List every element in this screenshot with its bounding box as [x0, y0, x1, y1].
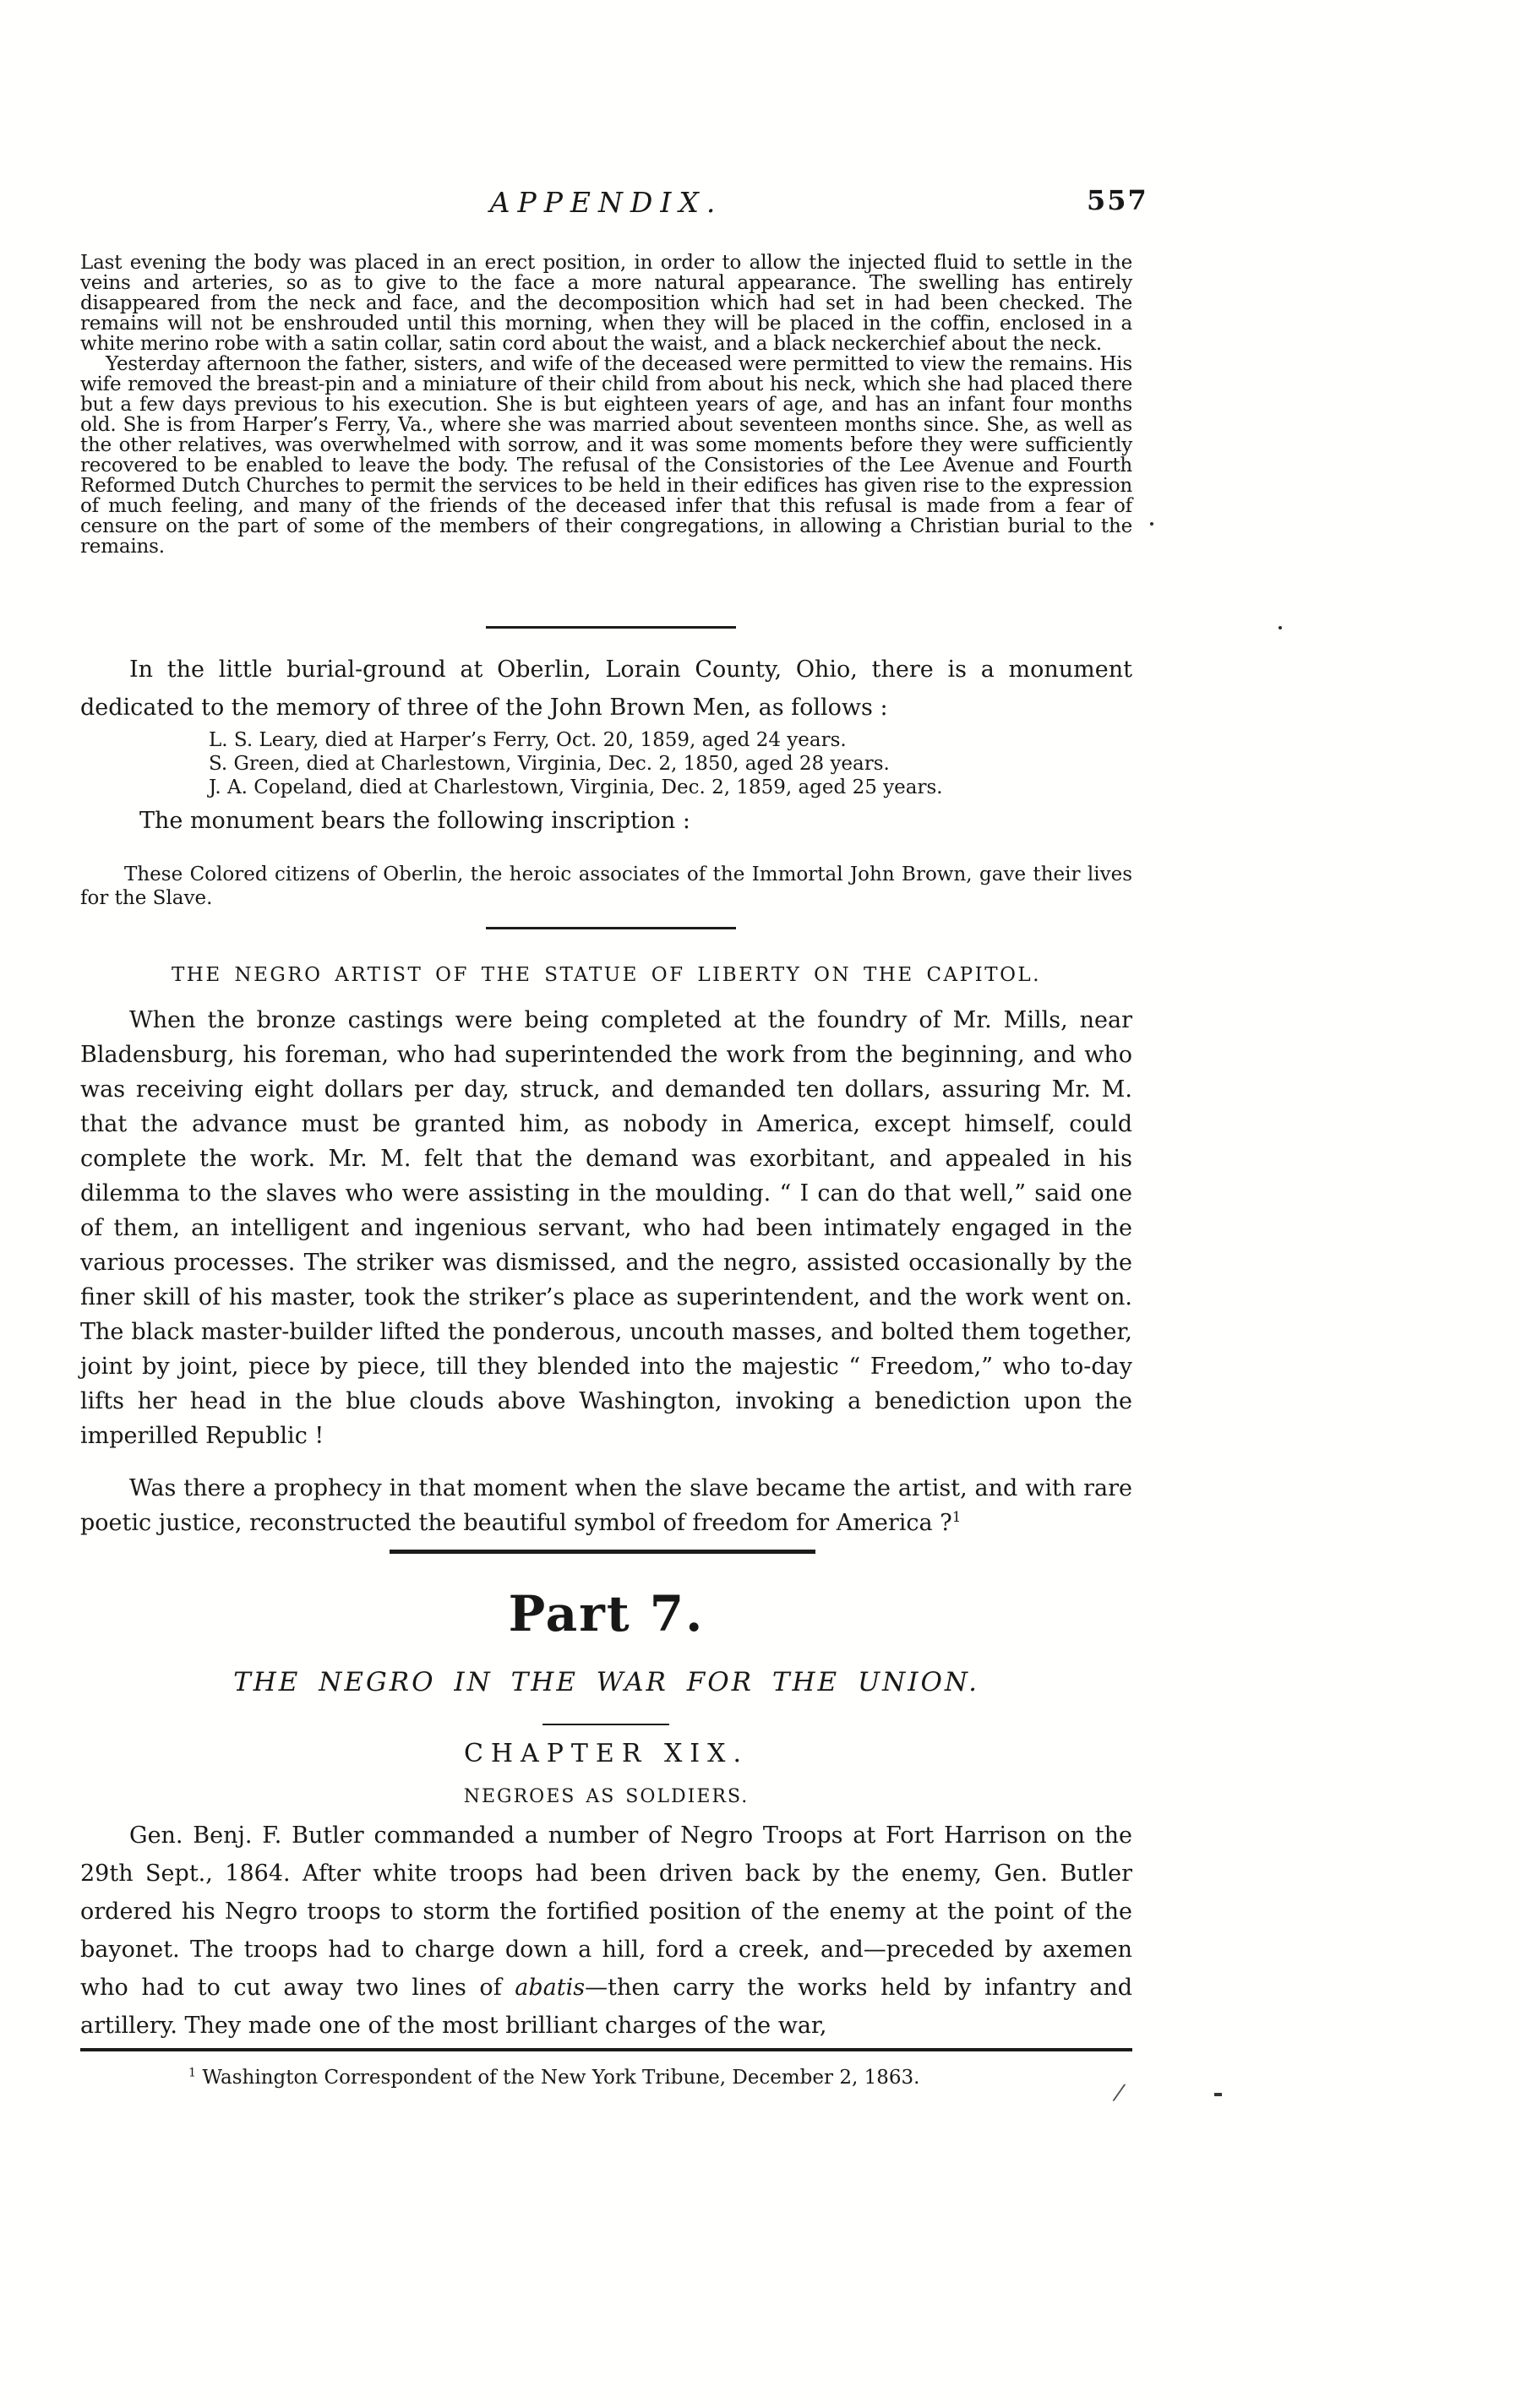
monument-list [80, 728, 1132, 799]
part-title: Part 7. [508, 1585, 705, 1643]
monument-paragraph: In the little burial-ground at Oberlin, Lorain County, Ohio, there is a monument dedicated to the memory of three of the John Brown Men, as follows : [80, 656, 1132, 721]
footnote-reference-marker: 1 [951, 1508, 962, 1525]
running-header: APPENDIX. [489, 186, 723, 219]
footnote-ref: 1 [188, 2066, 197, 2080]
intro-paragraph-2: Yesterday afternoon the father, sisters, and wife of the deceased were permitted to view the remains. His wife removed the breast-pin and a miniature of their child from about his neck, which she had placed there but a few days previous to his execution. She is but eighteen years of age, and has an infant four months old. She is from Harper’s Ferry, Va., where she was married about seventeen months since. She, as well as the other relatives, was overwhelmed with sorrow, and it was some moments before they were sufficiently recovered to be enabled to leave the body. The refusal of the Consistories of the Lee Avenue and Fourth Reformed Dutch Churches to permit the services to be held in their edifices has given rise to the expression of much feeling, and many of the friends of the deceased infer that this refusal is made from a fear of censure on the part of some of the members of their congregations, in allowing a Christian burial to the remains. [80, 353, 1132, 558]
inscription-text: These Colored citizens of Oberlin, the heroic associates of the Immortal John Brown, gave their lives for the Slave. [80, 864, 1132, 909]
scan-mark [1214, 2093, 1222, 2096]
footnote [80, 2067, 1132, 2089]
text-block [80, 0, 1132, 2408]
section-heading-artist: THE NEGRO ARTIST OF THE STATUE OF LIBERTY ON THE CAPITOL. [171, 964, 1042, 986]
scan-slash-artifact: / [1113, 2079, 1125, 2106]
artist-paragraph-1: When the bronze castings were being completed at the foundry of Mr. Mills, near Bladensburg, his foreman, who had superintended the work from the beginning, and who was receiving eight dollars per day, struck, and demanded ten dollars, assuring Mr. M. that the advance must be granted him, as nobody in America, except himself, could complete the work. Mr. M. felt that the demand was exorbitant, and appealed in his dilemma to the slaves who were assisting in the moulding. “ I can do that well,” said one of them, an intelligent and ingenious servant, who had been intimately engaged in the various processes. The striker was dismissed, and the negro, assisted occasionally by the finer skill of his master, took the striker’s place as superintendent, and the work went on. The black master-builder lifted the ponderous, uncouth masses, and bolted them together, joint by joint, piece by piece, till they blended into the majestic “ Freedom,” who to-day lifts her head in the blue clouds above Washington, invoking a benediction upon the imperilled Republic ! [80, 1007, 1132, 1449]
chapter-subheading: NEGROES AS SOLDIERS. [463, 1786, 750, 1807]
monument-list-item: J. A. Copeland, died at Charlestown, Virginia, Dec. 2, 1859, aged 25 years. [209, 776, 943, 798]
artist-paragraph-2 [80, 1471, 1132, 1540]
scan-speck-2 [1278, 626, 1282, 629]
footnote-divider [80, 2048, 1132, 2051]
chapter-heading: CHAPTER XIX. [463, 1739, 750, 1768]
intro-section [80, 253, 1132, 557]
section-divider-2 [486, 927, 736, 929]
scan-speck-1 [1150, 522, 1153, 526]
monument-list-item: L. S. Leary, died at Harper’s Ferry, Oct. 20, 1859, aged 24 years. [209, 729, 847, 751]
monument-list-item: S. Green, died at Charlestown, Virginia, Dec. 2, 1850, aged 28 years. [209, 753, 890, 775]
butler-paragraph [80, 1817, 1132, 2045]
section-divider-1 [486, 626, 736, 629]
page-number: 557 [1087, 184, 1148, 216]
footnote-text: Washington Correspondent of the New York Tribune, December 2, 1863. [202, 2067, 920, 2089]
part-divider [390, 1550, 815, 1554]
inscription-intro: The monument bears the following inscription : [139, 808, 690, 834]
intro-paragraph-1: Last evening the body was placed in an erect position, in order to allow the injected fluid to settle in the veins and arteries, so as to give to the face a more natural appearance. The swelling has entirely disappeared from the neck and face, and the decomposition which had set in had been checked. The remains will not be enshrouded until this morning, when they will be placed in the coffin, enclosed in a white merino robe with a satin collar, satin cord about the waist, and a black neckerchief about the neck. [80, 252, 1132, 355]
subtitle-divider [542, 1724, 669, 1725]
butler-paragraph-text-b: —then carry the works held by infantry and artillery. They made one of the most brilliant charges of the war, [80, 1975, 1132, 2039]
artist-paragraph-2-text: Was there a prophecy in that moment when the slave became the artist, and with rare poetic justice, reconstructed the beautiful symbol of freedom for America ? [80, 1475, 1132, 1536]
butler-paragraph-text-a: Gen. Benj. F. Butler commanded a number of Negro Troops at Fort Harrison on the 29th Sept., 1864. After white troops had been driven back by the enemy, Gen. Butler ordered his Negro troops to storm the fortified position of the enemy at the point of the bayonet. The troops had to charge down a hill, ford a creek, and—preceded by axemen who had to cut away two lines of [80, 1822, 1132, 2001]
part-subtitle: THE NEGRO IN THE WAR FOR THE UNION. [233, 1667, 979, 1697]
abatis-italic: abatis [515, 1975, 586, 2001]
